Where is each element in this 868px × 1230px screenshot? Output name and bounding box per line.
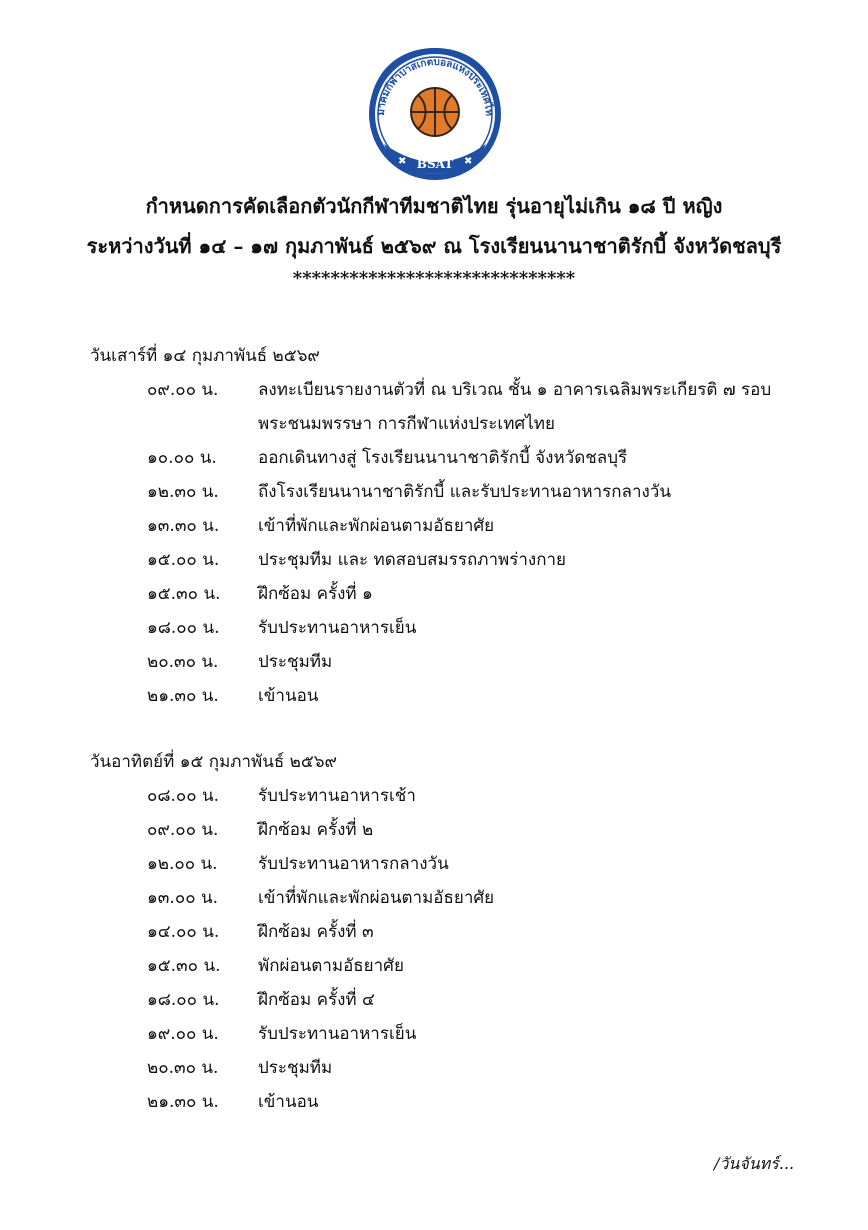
schedule-time: ๑๘.๐๐ น.	[147, 618, 220, 638]
schedule-time: ๑๘.๐๐ น.	[147, 990, 220, 1010]
schedule-time: ๑๙.๐๐ น.	[147, 1024, 219, 1044]
star-divider: ******************************	[292, 268, 576, 289]
schedule-row	[0, 546, 868, 580]
title-line-2: ระหว่างวันที่ ๑๔ – ๑๗ กุมภาพันธ์ ๒๕๖๙ ณ โรงเรียนนานาชาติรักบี้ จังหวัดชลบุรี	[86, 234, 782, 258]
schedule-row	[0, 850, 868, 884]
schedule-time: ๑๓.๐๐ น.	[147, 888, 218, 908]
schedule-activity: ฝึกซ้อม ครั้งที่ ๒	[258, 820, 374, 840]
schedule-row	[0, 376, 868, 410]
schedule-time: ๐๙.๐๐ น.	[147, 820, 219, 840]
schedule-row	[0, 478, 868, 512]
schedule-activity: เข้าที่พักและพักผ่อนตามอัธยาศัย	[258, 888, 495, 908]
schedule-activity: รับประทานอาหารเย็น	[258, 618, 417, 638]
schedule-activity: ลงทะเบียนรายงานตัวที่ ณ บริเวณ ชั้น ๑ อาคารเฉลิมพระเกียรติ ๗ รอบ	[258, 380, 772, 400]
schedule-time: ๑๔.๐๐ น.	[147, 922, 220, 942]
logo-star-right-icon: ✖	[464, 156, 473, 167]
schedule-time: ๐๘.๐๐ น.	[147, 786, 220, 806]
schedule-activity: รับประทานอาหารเช้า	[258, 786, 416, 806]
schedule-activity: เข้าที่พักและพักผ่อนตามอัธยาศัย	[258, 516, 495, 536]
schedule-time: ๑๕.๓๐ น.	[147, 584, 221, 604]
schedule-activity: ประชุมทีม	[258, 1058, 333, 1078]
logo-arc-text: มาคมกีฬาบาสเกตบอลแห่งประเทศไท	[375, 56, 495, 117]
schedule-row	[0, 580, 868, 614]
schedule-row	[0, 648, 868, 682]
schedule-activity: รับประทานอาหารกลางวัน	[258, 854, 449, 874]
title-line-1: กำหนดการคัดเลือกตัวนักกีฬาทีมชาติไทย รุ่นอายุไม่เกิน ๑๘ ปี หญิง	[145, 194, 723, 218]
schedule-row	[0, 682, 868, 716]
schedule-time: ๐๙.๐๐ น.	[147, 380, 219, 400]
logo-star-left-icon: ✖	[398, 156, 407, 167]
schedule-row	[0, 410, 868, 444]
schedule-row	[0, 1054, 868, 1088]
schedule-row	[0, 1020, 868, 1054]
schedule-time: ๑๓.๓๐ น.	[147, 516, 220, 536]
schedule-activity: ออกเดินทางสู่ โรงเรียนนานาชาติรักบี้ จังหวัดชลบุรี	[258, 448, 628, 468]
schedule-row	[0, 816, 868, 850]
schedule-row	[0, 512, 868, 546]
association-logo	[362, 40, 508, 186]
schedule-activity: ฝึกซ้อม ครั้งที่ ๔	[258, 990, 375, 1010]
basketball-icon	[411, 88, 459, 136]
basketball-logo-icon	[362, 40, 508, 186]
schedule-activity: เข้านอน	[258, 686, 319, 706]
schedule-activity: รับประทานอาหารเย็น	[258, 1024, 417, 1044]
schedule-time: ๑๒.๐๐ น.	[147, 854, 218, 874]
schedule-time: ๒๑.๓๐ น.	[147, 686, 219, 706]
schedule-activity: ฝึกซ้อม ครั้งที่ ๓	[258, 922, 374, 942]
schedule-time: ๑๐.๐๐ น.	[147, 448, 217, 468]
schedule-row	[0, 884, 868, 918]
schedule-activity: พระชนมพรรษา การกีฬาแห่งประเทศไทย	[258, 414, 555, 434]
schedule-activity: ถึงโรงเรียนนานาชาติรักบี้ และรับประทานอาหารกลางวัน	[258, 482, 671, 502]
schedule-activity: เข้านอน	[258, 1092, 319, 1112]
schedule-row	[0, 444, 868, 478]
schedule-activity: ประชุมทีม	[258, 652, 333, 672]
schedule-time: ๒๑.๓๐ น.	[147, 1092, 219, 1112]
schedule-time: ๑๕.๓๐ น.	[147, 956, 221, 976]
schedule-time: ๑๒.๓๐ น.	[147, 482, 219, 502]
day-heading-saturday: วันเสาร์ที่ ๑๔ กุมภาพันธ์ ๒๕๖๙	[90, 346, 320, 366]
schedule-row	[0, 986, 868, 1020]
schedule-row	[0, 782, 868, 816]
schedule-row	[0, 1088, 868, 1122]
logo-abbr: BSAT	[416, 157, 454, 171]
schedule-row	[0, 952, 868, 986]
schedule-time: ๒๐.๓๐ น.	[147, 652, 219, 672]
schedule-time: ๑๕.๐๐ น.	[147, 550, 220, 570]
schedule-time: ๒๐.๓๐ น.	[147, 1058, 219, 1078]
day-heading-sunday: วันอาทิตย์ที่ ๑๕ กุมภาพันธ์ ๒๕๖๙	[90, 752, 337, 772]
schedule-activity: ฝึกซ้อม ครั้งที่ ๑	[258, 584, 373, 604]
schedule-activity: ประชุมทีม และ ทดสอบสมรรถภาพร่างกาย	[258, 550, 567, 570]
schedule-row	[0, 614, 868, 648]
schedule-row	[0, 918, 868, 952]
schedule-activity: พักผ่อนตามอัธยาศัย	[258, 956, 404, 976]
continued-note: /วันจันทร์...	[714, 1154, 795, 1173]
